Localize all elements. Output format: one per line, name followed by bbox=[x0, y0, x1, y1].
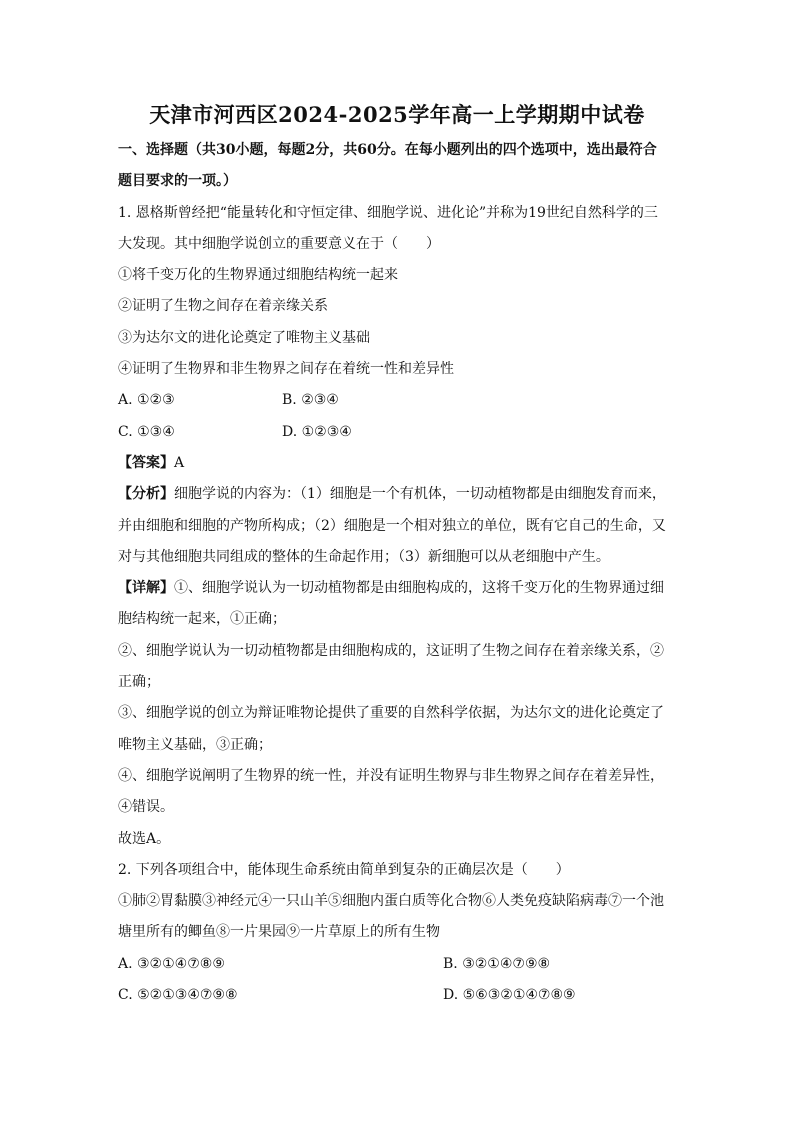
q1-answer-tag: 【答案】 bbox=[118, 454, 174, 471]
q2-option-a: A. ③②①④⑦⑧⑨ bbox=[118, 955, 225, 972]
q1-analysis-text1: 细胞学说的内容为：（1）细胞是一个有机体，一切动植物都是由细胞发育而来， bbox=[174, 486, 666, 503]
q2-stem: 2. 下列各项组合中，能体现生命系统由简单到复杂的正确层次是（ ） bbox=[118, 861, 570, 878]
q1-detail-line3: ②、细胞学说认为一切动植物都是由细胞构成的，这证明了生物之间存在着亲缘关系，② bbox=[118, 642, 664, 659]
q1-answer bbox=[118, 448, 676, 479]
q1-detail-line2: 胞结构统一起来，①正确； bbox=[118, 611, 286, 628]
q1-stem-line2: 大发现。其中细胞学说创立的重要意义在于（ ） bbox=[118, 235, 440, 252]
q1-answer-value: A bbox=[174, 454, 185, 471]
q2-option-b: B. ③②①④⑦⑨⑧ bbox=[443, 955, 551, 972]
q1-statement-3: ③为达尔文的进化论奠定了唯物主义基础 bbox=[118, 329, 370, 346]
q1-statement-2: ②证明了生物之间存在着亲缘关系 bbox=[118, 298, 328, 315]
q2-options-row2 bbox=[118, 980, 676, 1011]
question-2 bbox=[118, 855, 676, 1011]
section-header-line2: 题目要求的一项。） bbox=[118, 173, 237, 190]
q1-statement-1: ①将千变万化的生物界通过细胞结构统一起来 bbox=[118, 267, 398, 284]
q1-detail-line4: 正确； bbox=[118, 674, 160, 691]
section-header-line1: 一、选择题（共30小题，每题2分，共60分。在每小题列出的四个选项中，选出最符合 bbox=[118, 142, 657, 158]
q2-options-row1 bbox=[118, 949, 676, 980]
q1-analysis-tag: 【分析】 bbox=[118, 486, 174, 503]
q1-analysis-line3: 对与其他细胞共同组成的整体的生命起作用；（3）新细胞可以从老细胞中产生。 bbox=[118, 548, 610, 565]
q1-option-b: B. ②③④ bbox=[282, 392, 339, 409]
q1-detail-text1: ①、细胞学说认为一切动植物都是由细胞构成的，这将千变万化的生物界通过细 bbox=[174, 580, 664, 597]
question-1 bbox=[118, 198, 676, 855]
q2-option-d: D. ⑤⑥③②①④⑦⑧⑨ bbox=[443, 987, 576, 1004]
q1-detail-line9: 故选A。 bbox=[118, 830, 171, 847]
q1-option-c: C. ①③④ bbox=[118, 423, 175, 440]
q1-detail-line7: ④、细胞学说阐明了生物界的统一性，并没有证明生物界与非生物界之间存在着差异性， bbox=[118, 767, 664, 784]
q1-detail-line6: 唯物主义基础，③正确； bbox=[118, 736, 272, 753]
q1-detail-tag: 【详解】 bbox=[118, 580, 174, 597]
document-title: 天津市河西区2024-2025学年高一上学期期中试卷 bbox=[149, 102, 645, 127]
exam-page bbox=[118, 100, 676, 1011]
q1-detail-line5: ③、细胞学说的创立为辩证唯物论提供了重要的自然科学依据，为达尔文的进化论奠定了 bbox=[118, 705, 664, 722]
q1-options-row2 bbox=[118, 417, 676, 448]
q1-analysis-line1 bbox=[118, 479, 676, 510]
q1-options-row1 bbox=[118, 385, 676, 416]
q2-items-line2: 塘里所有的鲫鱼⑧一片果园⑨一片草原上的所有生物 bbox=[118, 924, 440, 941]
q2-items-line1: ①肺②胃黏膜③神经元④一只山羊⑤细胞内蛋白质等化合物⑥人类免疫缺陷病毒⑦一个池 bbox=[118, 893, 664, 910]
q1-option-d: D. ①②③④ bbox=[282, 423, 352, 440]
q1-statement-4: ④证明了生物界和非生物界之间存在着统一性和差异性 bbox=[118, 361, 454, 378]
q1-option-a: A. ①②③ bbox=[118, 392, 175, 409]
q1-analysis-line2: 并由细胞和细胞的产物所构成；（2）细胞是一个相对独立的单位，既有它自己的生命，又 bbox=[118, 517, 666, 534]
q2-option-c: C. ⑤②①③④⑦⑨⑧ bbox=[118, 987, 238, 1004]
q1-stem-line1: 1. 恩格斯曾经把“能量转化和守恒定律、细胞学说、进化论”并称为19世纪自然科学的三 bbox=[118, 204, 658, 221]
q1-detail-line8: ④错误。 bbox=[118, 799, 174, 816]
q1-detail-line1 bbox=[118, 573, 676, 604]
